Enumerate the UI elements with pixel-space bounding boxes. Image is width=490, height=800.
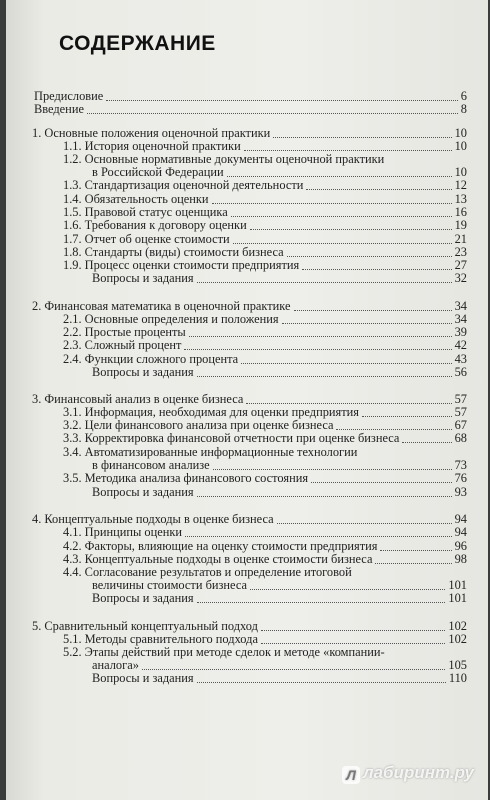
toc-entry-title: величины стоимости бизнеса (92, 578, 247, 592)
toc-dot-leader (294, 310, 452, 311)
toc-entry-title: 3. Финансовый анализ в оценке бизнеса (32, 392, 244, 406)
toc-entry-page: 34 (454, 299, 467, 313)
toc-dot-leader (142, 669, 445, 670)
toc-entry-title: 3.3. Корректировка финансовой отчетности при оценке бизнеса (63, 431, 400, 445)
toc-entry-page: 19 (454, 218, 467, 232)
toc-dot-leader (261, 643, 445, 644)
toc-entry-title: 2. Финансовая математика в оценочной практике (32, 299, 291, 313)
toc-entry-page: 16 (454, 205, 467, 219)
toc-entry-page: 57 (454, 405, 467, 419)
toc-entry-title: Введение (34, 102, 84, 116)
toc-dot-leader (306, 189, 452, 190)
toc-entry-page: 101 (448, 578, 467, 592)
toc-entry-page: 93 (454, 485, 467, 499)
toc-entry-title: 1.6. Требования к договору оценки (63, 218, 247, 232)
toc-entry-title: Вопросы и задания (92, 591, 194, 605)
toc-entry-page: 43 (454, 352, 467, 366)
toc-entry-page: 101 (448, 591, 467, 605)
toc-entry-page: 10 (454, 139, 467, 153)
toc-entry-title: в финансовом анализе (92, 458, 210, 472)
toc-entry-title: в Российской Федерации (92, 165, 224, 179)
toc-entry-page: 21 (454, 232, 467, 246)
toc-entry-title: 3.2. Цели финансового анализа при оценке бизнеса (63, 418, 334, 432)
toc-entry-title: 2.4. Функции сложного процента (63, 352, 239, 366)
toc-dot-leader (231, 216, 452, 217)
toc-dot-leader (362, 416, 452, 417)
toc-entry-title: 4.2. Факторы, влияющие на оценку стоимости предприятия (63, 539, 378, 553)
toc-dot-leader (87, 113, 458, 114)
toc-dot-leader (227, 176, 452, 177)
toc-entry-title: 4.1. Принципы оценки (63, 525, 183, 539)
toc-entry-title: Вопросы и задания (92, 365, 194, 379)
toc-entry-page: 94 (454, 512, 467, 526)
toc-entry-page: 76 (454, 471, 467, 485)
toc-entry-page: 32 (454, 271, 467, 285)
toc-dot-leader (246, 403, 452, 404)
toc-entry-page: 42 (454, 338, 467, 352)
toc-entry-page: 12 (454, 178, 467, 192)
toc-dot-leader (185, 536, 452, 537)
toc-entry-title: Вопросы и задания (92, 485, 194, 499)
toc-dot-leader (375, 563, 452, 564)
toc-dot-leader (197, 682, 446, 683)
toc-entry-title: 1.2. Основные нормативные документы оценочной практики (63, 152, 385, 166)
toc-entry-page: 6 (460, 89, 467, 103)
toc-dot-leader (282, 323, 452, 324)
toc-entry-page: 8 (460, 102, 467, 116)
toc-entry-title: 4.4. Согласование результатов и определение итоговой (63, 565, 352, 579)
toc-entry-title: 3.4. Автоматизированные информационные технологии (63, 445, 358, 459)
toc-dot-leader (189, 336, 452, 337)
toc-entry-page: 57 (454, 392, 467, 406)
toc-dot-leader (197, 282, 452, 283)
toc-entry-page: 10 (454, 126, 467, 140)
toc-dot-leader (212, 203, 452, 204)
toc-dot-leader (250, 589, 445, 590)
toc-entry-title: 1.1. История оценочной практики (63, 139, 241, 153)
toc-entry-title: 1.9. Процесс оценки стоимости предприятия (63, 258, 300, 272)
toc-entry-title: 5. Сравнительный концептуальный подход (32, 619, 258, 633)
toc-entry-title: 1.8. Стандарты (виды) стоимости бизнеса (63, 245, 284, 259)
toc-entry-title: Предисловие (34, 89, 104, 103)
toc-entry-page: 67 (454, 418, 467, 432)
page-title: СОДЕРЖАНИЕ (59, 32, 216, 55)
toc-entry-page: 10 (454, 165, 467, 179)
toc-entry-title: 1. Основные положения оценочной практики (32, 126, 271, 140)
toc-dot-leader (106, 100, 458, 101)
toc-entry-page: 27 (454, 258, 467, 272)
toc-entry-page: 110 (448, 671, 467, 685)
toc-entry-title: 2.2. Простые проценты (63, 325, 186, 339)
toc-entry-page: 96 (454, 539, 467, 553)
toc-entry-title: 1.5. Правовой статус оценщика (63, 205, 228, 219)
toc-entry-title: 1.7. Отчет об оценке стоимости (63, 232, 230, 246)
toc-entry-page: 39 (454, 325, 467, 339)
toc-dot-leader (261, 630, 445, 631)
toc-dot-leader (311, 482, 452, 483)
toc-entry-title: 3.1. Информация, необходимая для оценки предприятия (63, 405, 359, 419)
toc-entry-page: 105 (448, 658, 467, 672)
toc-dot-leader (197, 602, 445, 603)
toc-entry-page: 13 (454, 192, 467, 206)
toc-entry-title: 4.3. Концептуальные подходы в оценке стоимости бизнеса (63, 552, 373, 566)
watermark-text: лабиринт.ру (363, 763, 474, 782)
toc-dot-leader (402, 442, 452, 443)
toc-entry-title: 1.4. Обязательность оценки (63, 192, 209, 206)
toc-dot-leader (197, 496, 452, 497)
toc-entry-title: 2.3. Сложный процент (63, 338, 182, 352)
toc-dot-leader (380, 550, 452, 551)
toc-dot-leader (241, 363, 452, 364)
toc-dot-leader (273, 137, 452, 138)
toc-dot-leader (302, 269, 452, 270)
toc-entry-title: Вопросы и задания (92, 271, 194, 285)
table-of-contents (6, 0, 488, 800)
toc-entry-page: 34 (454, 312, 467, 326)
toc-entry-title: 5.2. Этапы действий при методе сделок и методе «компании- (63, 645, 385, 659)
toc-dot-leader (277, 523, 452, 524)
watermark (342, 763, 474, 784)
toc-entry-page: 98 (454, 552, 467, 566)
toc-dot-leader (184, 349, 452, 350)
toc-dot-leader (287, 256, 452, 257)
toc-entry-title: 5.1. Методы сравнительного подхода (63, 632, 258, 646)
toc-entry-page: 102 (448, 619, 467, 633)
toc-entry-title: 3.5. Методика анализа финансового состояния (63, 471, 309, 485)
toc-entry-page: 94 (454, 525, 467, 539)
toc-dot-leader (213, 469, 452, 470)
toc-dot-leader (250, 229, 452, 230)
toc-entry-title: Вопросы и задания (92, 671, 194, 685)
toc-entry-page: 68 (454, 431, 467, 445)
toc-entry-title: 1.3. Стандартизация оценочной деятельности (63, 178, 304, 192)
toc-dot-leader (197, 376, 452, 377)
toc-dot-leader (244, 150, 452, 151)
book-page (6, 0, 488, 800)
toc-entry-title: 2.1. Основные определения и положения (63, 312, 279, 326)
toc-entry-page: 23 (454, 245, 467, 259)
toc-dot-leader (336, 429, 452, 430)
toc-entry-page: 73 (454, 458, 467, 472)
toc-entry-title: аналога» (92, 658, 139, 672)
toc-entry-page: 56 (454, 365, 467, 379)
labirint-logo-icon: Л (342, 766, 360, 784)
toc-entry-title: 4. Концептуальные подходы в оценке бизнеса (32, 512, 274, 526)
toc-entry-page: 102 (448, 632, 467, 646)
toc-dot-leader (233, 243, 452, 244)
